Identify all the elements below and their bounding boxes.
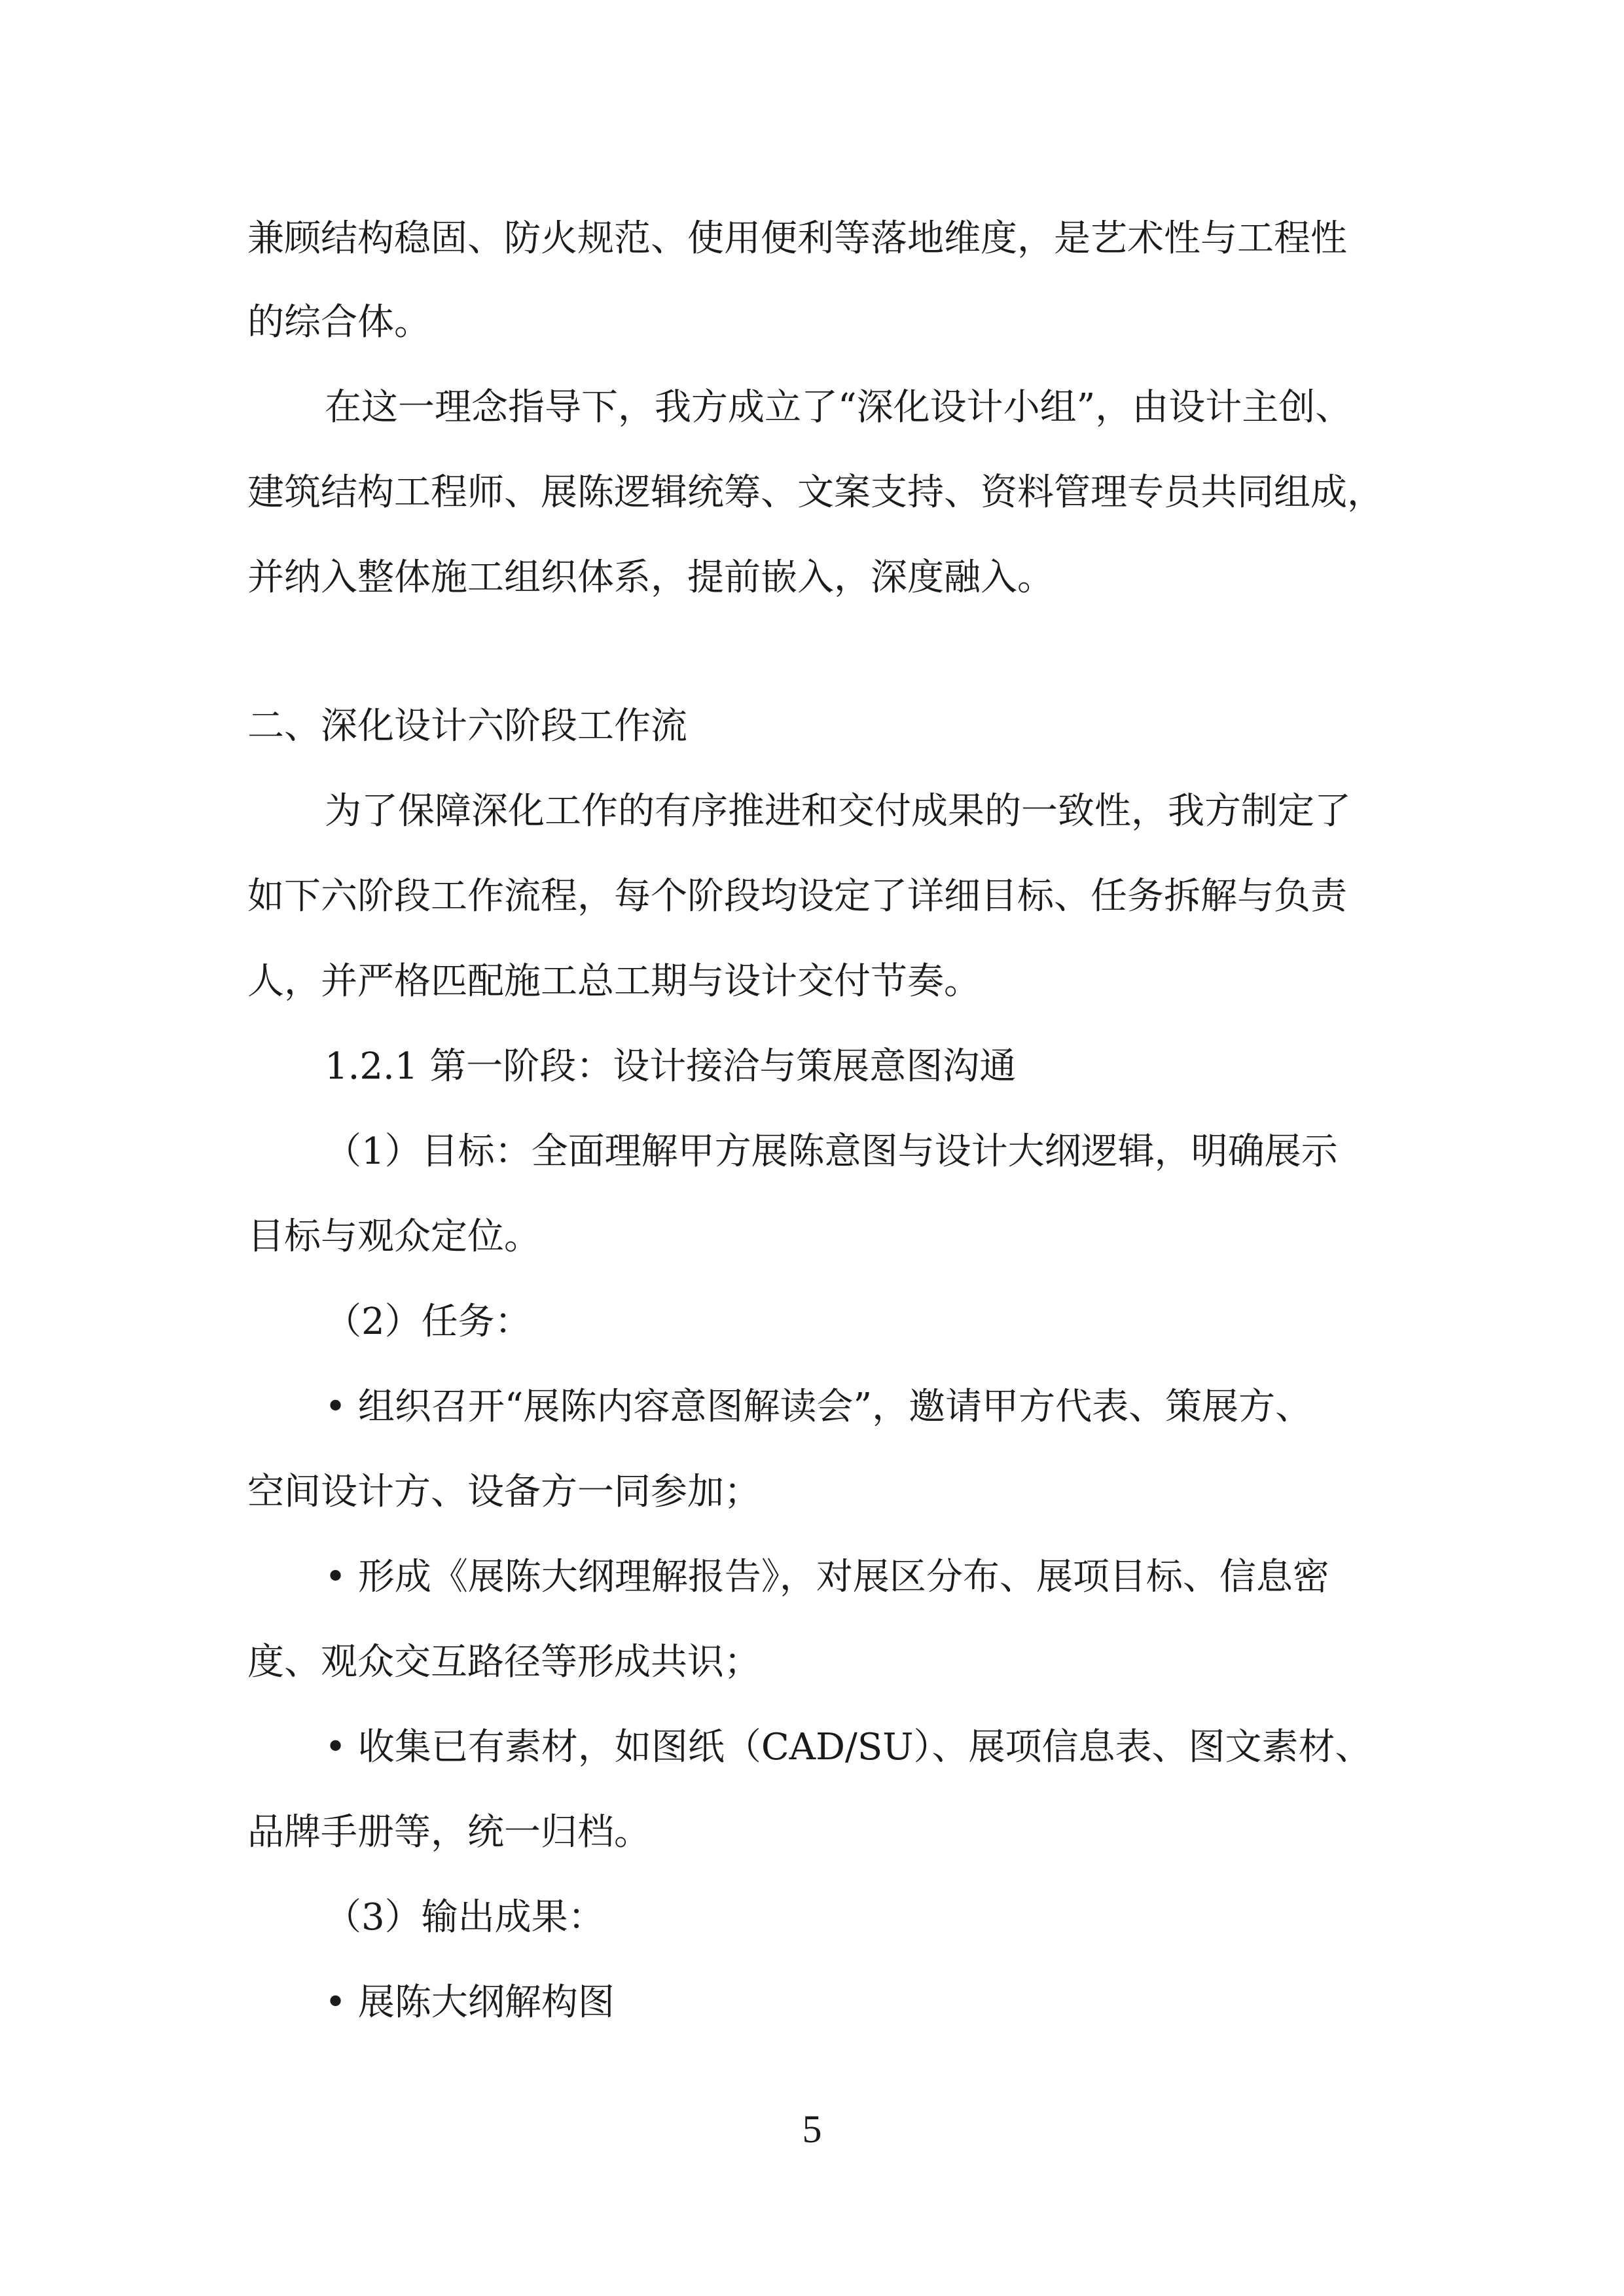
paragraph-line: 为了保障深化工作的有序推进和交付成果的一致性，我方制定了 [325,790,1351,833]
paragraph-line: （3）输出成果： [325,1896,605,1939]
paragraph-line: （2）任务： [325,1300,532,1343]
body-text-line: 人，并严格匹配施工总工期与设计交付节奏。 [247,960,981,1003]
body-text-line: 目标与观众定位。 [247,1215,541,1258]
body-text-line: 空间设计方、设备方一同参加； [247,1471,761,1513]
paragraph-line: （1）目标：全面理解甲方展陈意图与设计大纲逻辑，明确展示 [325,1130,1338,1173]
section-heading: 二、深化设计六阶段工作流 [247,705,687,747]
bullet-line: • 展陈大纲解构图 [325,1981,615,2024]
body-text-line: 建筑结构工程师、展陈逻辑统筹、文案支持、资料管理专员共同组成， [247,471,1384,514]
body-text-line: 度、观众交互路径等形成共识； [247,1641,761,1683]
bullet-line: • 收集已有素材，如图纸（CAD/SU）、展项信息表、图文素材、 [325,1726,1372,1768]
paragraph-line: 在这一理念指导下，我方成立了“深化设计小组”，由设计主创、 [325,386,1352,429]
body-text-line: 品牌手册等，统一归档。 [247,1811,651,1854]
subsection-heading: 1.2.1 第一阶段：设计接洽与策展意图沟通 [325,1045,1017,1088]
page-number: 5 [802,2108,822,2151]
body-text-line: 并纳入整体施工组织体系，提前嵌入，深度融入。 [247,556,1054,599]
body-text-line: 的综合体。 [247,301,431,344]
bullet-line: • 形成《展陈大纲理解报告》，对展区分布、展项目标、信息密 [325,1556,1329,1598]
body-text-line: 兼顾结构稳固、防火规范、使用便利等落地维度，是艺术性与工程性 [247,217,1347,260]
body-text-line: 如下六阶段工作流程，每个阶段均设定了详细目标、任务拆解与负责 [247,875,1347,918]
bullet-line: • 组织召开“展陈内容意图解读会”，邀请甲方代表、策展方、 [325,1386,1312,1428]
